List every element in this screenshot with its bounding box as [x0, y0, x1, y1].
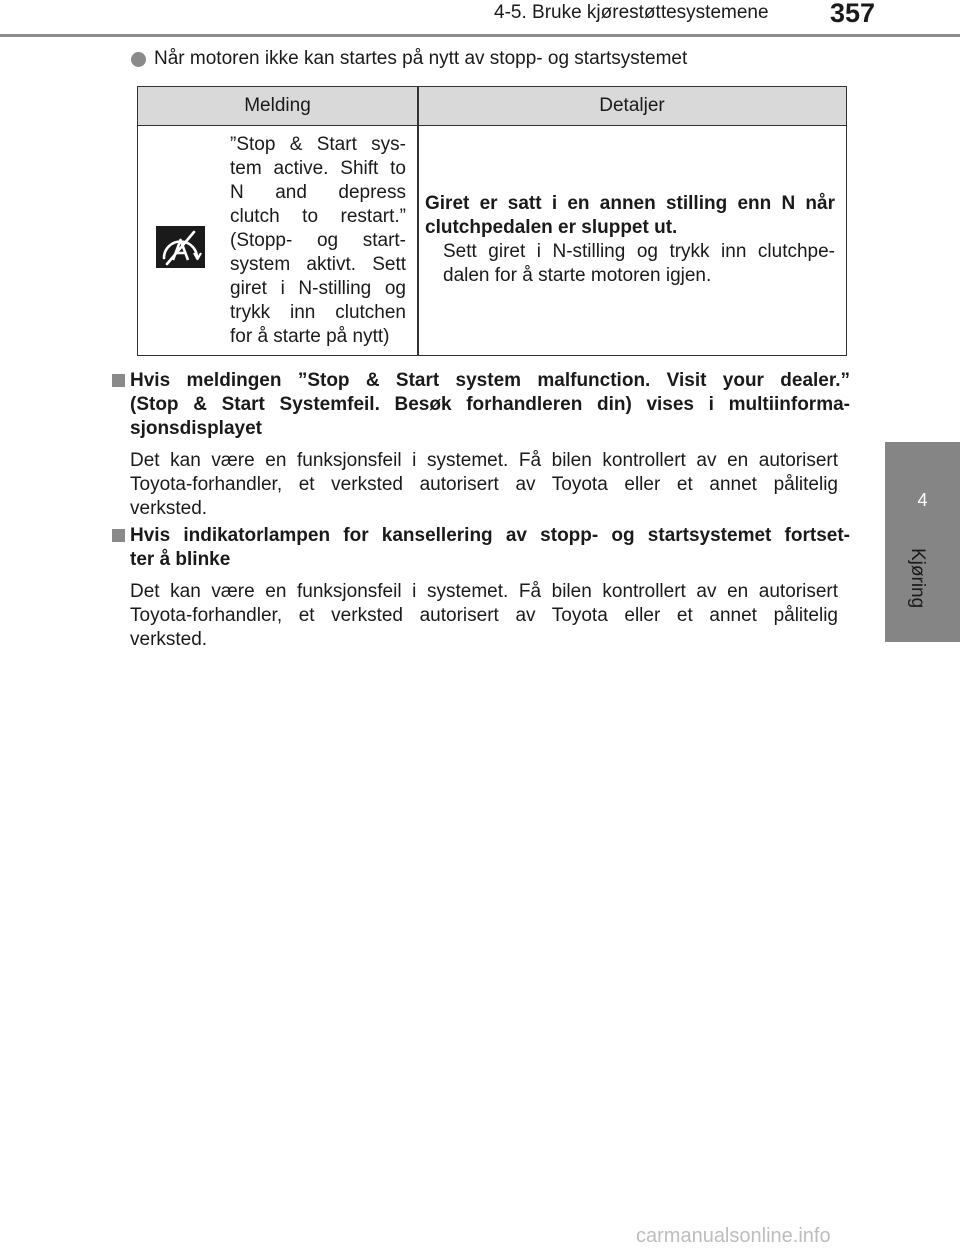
body-line: Toyota-forhandler, et verksted autorisert av Toyota eller et annet pålitelig	[130, 474, 838, 495]
header-detaljer: Detaljer	[599, 95, 665, 116]
header-title: 4-5. Bruke kjørestøttesystemene	[494, 2, 769, 23]
square-bullet-icon	[112, 374, 125, 387]
message-line: (Stopp- og start-	[230, 230, 406, 251]
header-melding: Melding	[244, 95, 311, 116]
chapter-number: 4	[917, 490, 928, 510]
header-rule	[0, 34, 960, 37]
body-line: Toyota-forhandler, et verksted autorisert av Toyota eller et annet pålitelig	[130, 605, 838, 626]
message-table	[137, 86, 847, 356]
watermark: carmanualsonline.info	[636, 1225, 831, 1247]
chapter-tab	[885, 442, 960, 642]
message-line: tem active. Shift to	[230, 158, 406, 179]
page-number: 357	[830, 0, 876, 28]
table-header-row	[138, 87, 846, 126]
body-line: verksted.	[130, 498, 208, 519]
message-line: clutch to restart.”	[230, 206, 406, 227]
body-line: verksted.	[130, 629, 208, 650]
detail-text	[425, 192, 835, 288]
section-body	[112, 449, 838, 521]
column-divider	[417, 87, 419, 355]
intro-bullet-text: Når motoren ikke kan startes på nytt av stopp- og startsystemet	[154, 48, 688, 69]
detail-body-line: dalen for å starte motoren igjen.	[443, 265, 712, 286]
body-line: Det kan være en funksjonsfeil i systemet. Få bilen kontrollert av en autorisert	[130, 450, 838, 471]
section-body	[112, 580, 838, 652]
heading-line: Hvis meldingen ”Stop & Start system malfunction. Visit your dealer.”	[130, 370, 850, 391]
detail-bold-line: clutchpedalen er sluppet ut.	[425, 217, 678, 238]
chapter-label: Kjøring	[907, 548, 928, 609]
stop-start-warning-icon	[156, 226, 205, 268]
message-line: giret i N-stilling og	[230, 278, 406, 299]
heading-line: Hvis indikatorlampen for kansellering av stopp- og startsystemet fortset-	[130, 525, 850, 546]
message-line: trykk inn clutchen	[230, 302, 406, 323]
body-line: Det kan være en funksjonsfeil i systemet. Få bilen kontrollert av en autorisert	[130, 581, 838, 602]
message-line: for å starte på nytt)	[230, 326, 390, 347]
heading-line: (Stop & Start Systemfeil. Besøk forhandleren din) vises i multiinforma-	[130, 394, 850, 415]
message-line: N and depress	[230, 182, 406, 203]
message-line: ”Stop & Start sys-	[230, 134, 406, 155]
heading-line: ter å blinke	[130, 549, 231, 570]
detail-bold-line: Giret er satt i en annen stilling enn N når	[425, 193, 835, 214]
message-text	[230, 133, 406, 349]
section-malfunction-message	[112, 369, 850, 521]
section-heading	[112, 369, 850, 441]
heading-line: sjonsdisplayet	[130, 418, 262, 439]
section-indicator-blinking	[112, 524, 850, 652]
intro-bullet	[131, 48, 687, 70]
detail-body-line: Sett giret i N-stilling og trykk inn clutchpe-	[443, 241, 835, 262]
bullet-dot-icon	[131, 52, 146, 67]
message-line: system aktivt. Sett	[230, 254, 406, 275]
section-heading	[112, 524, 850, 572]
square-bullet-icon	[112, 529, 125, 542]
